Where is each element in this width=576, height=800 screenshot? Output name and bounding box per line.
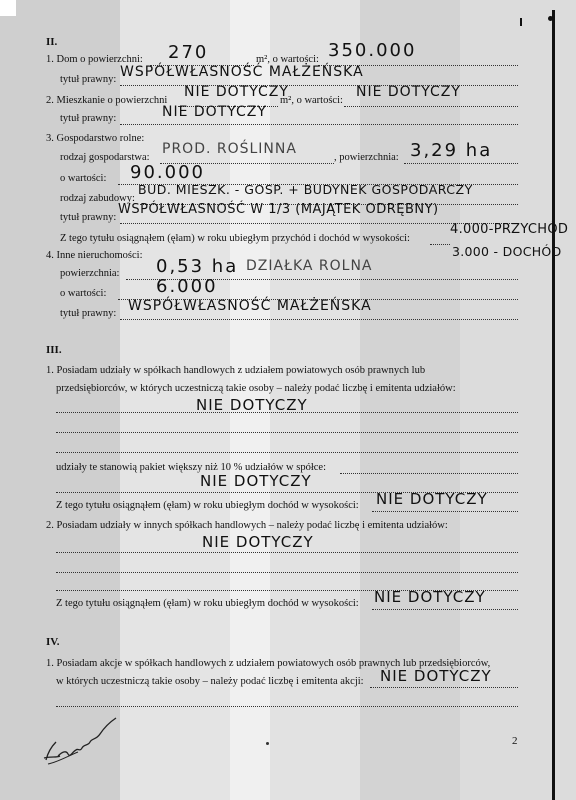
field-label: tytuł prawny: — [60, 113, 117, 124]
field-label: tytuł prawny: — [60, 74, 117, 85]
field-label: 3. Gospodarstwo rolne: — [46, 133, 145, 144]
field-label: tytuł prawny: — [60, 212, 117, 223]
handwritten-value: DZIAŁKA ROLNA — [246, 258, 373, 274]
fill-line — [340, 473, 518, 474]
paragraph-line: przedsiębiorców, w których uczestniczą takie osoby – należy podać liczbę i emitenta udziałów: — [56, 383, 456, 394]
fill-line — [56, 452, 518, 453]
field-label: Z tego tytułu osiągnąłem (ęłam) w roku ubiegłym przychód i dochód w wysokości: — [60, 233, 410, 244]
fill-line — [372, 511, 518, 512]
field-label: powierzchnia: — [60, 268, 120, 279]
handwritten-value: WSPÓŁWŁASNOŚĆ MAŁŻEŃSKA — [120, 64, 364, 80]
fill-line — [404, 163, 518, 164]
field-label: 2. Mieszkanie o powierzchni — [46, 95, 168, 106]
handwritten-value: NIE DOTYCZY — [380, 667, 492, 685]
field-label: Z tego tytułu osiągnąłem (ęłam) w roku ubiegłym dochód w wysokości: — [56, 598, 359, 609]
handwritten-value: NIE DOTYCZY — [376, 490, 488, 508]
fill-line — [370, 687, 518, 688]
section-heading: IV. — [46, 636, 60, 648]
handwritten-value: NIE DOTYCZY — [356, 84, 461, 100]
handwritten-value: 3.000 - DOCHÓD — [452, 244, 562, 259]
field-label: rodzaj gospodarstwa: — [60, 152, 150, 163]
handwritten-value: 270 — [168, 42, 209, 63]
page-number: 2 — [512, 735, 518, 747]
handwritten-value: NIE DOTYCZY — [200, 472, 312, 490]
handwritten-value: 6.000 — [156, 276, 218, 297]
paragraph-line: 2. Posiadam udziały w innych spółkach handlowych – należy podać liczbę i emitenta udziałów: — [46, 520, 448, 531]
fill-line — [120, 319, 518, 320]
fill-line — [344, 106, 518, 107]
scan-corner — [0, 0, 16, 16]
handwritten-value: NIE DOTYCZY — [162, 104, 267, 120]
paragraph-line: w których uczestniczą takie osoby – należy podać liczbę i emitenta akcji: — [56, 676, 364, 687]
field-label: 4. Inne nieruchomości: — [46, 250, 143, 261]
signature-scribble — [38, 712, 148, 782]
section-heading: III. — [46, 344, 62, 356]
field-label: rodzaj zabudowy: — [60, 193, 135, 204]
field-label: , powierzchnia: — [334, 152, 399, 163]
fill-line — [372, 609, 518, 610]
fill-line — [56, 552, 518, 553]
handwritten-value: NIE DOTYCZY — [196, 396, 308, 414]
fill-line — [56, 572, 518, 573]
fill-line — [120, 124, 518, 125]
paragraph-line: 1. Posiadam udziały w spółkach handlowych z udziałem powiatowych osób prawnych lub — [46, 365, 426, 376]
handwritten-value: WSPÓŁWŁASNOŚĆ MAŁŻEŃSKA — [128, 298, 372, 314]
handwritten-value: NIE DOTYCZY — [202, 533, 314, 551]
scan-mark — [548, 16, 553, 21]
handwritten-value: BUD. MIESZK. - GOSP. + BUDYNEK GOSPODARCZY — [138, 182, 473, 197]
field-label: Z tego tytułu osiągnąłem (ęłam) w roku ubiegłym dochód w wysokości: — [56, 500, 359, 511]
scan-mark — [266, 742, 269, 745]
section-heading: II. — [46, 36, 58, 48]
field-label: o wartości: — [60, 288, 107, 299]
handwritten-value: 0,53 ha — [156, 256, 239, 277]
scan-mark — [520, 18, 522, 26]
handwritten-value: PROD. ROŚLINNA — [162, 141, 297, 157]
fill-line — [430, 244, 450, 245]
handwritten-value: WSPÓŁWŁASNOŚĆ W 1/3 (MAJĄTEK ODRĘBNY) — [118, 202, 439, 217]
field-label: o wartości: — [60, 173, 107, 184]
paragraph-line: 1. Posiadam akcje w spółkach handlowych z udziałem powiatowych osób prawnych lub przedsiębiorców, — [46, 658, 491, 669]
handwritten-value: 4.000-PRZYCHÓD — [450, 222, 569, 237]
fill-line — [56, 432, 518, 433]
handwritten-value: 3,29 ha — [410, 140, 493, 161]
field-label: m², o wartości: — [280, 95, 343, 106]
handwritten-value: 350.000 — [328, 40, 417, 61]
field-label: 1. Dom o powierzchni: — [46, 54, 143, 65]
field-label: udziały te stanowią pakiet większy niż 10 % udziałów w spółce: — [56, 462, 327, 473]
handwritten-value: 90.000 — [130, 162, 205, 183]
field-label: tytuł prawny: — [60, 308, 117, 319]
handwritten-value: NIE DOTYCZY — [184, 84, 289, 100]
field-label: m², o wartości: — [256, 54, 319, 65]
handwritten-value: NIE DOTYCZY — [374, 588, 486, 606]
page-edge-line — [552, 10, 555, 800]
fill-line — [56, 706, 518, 707]
